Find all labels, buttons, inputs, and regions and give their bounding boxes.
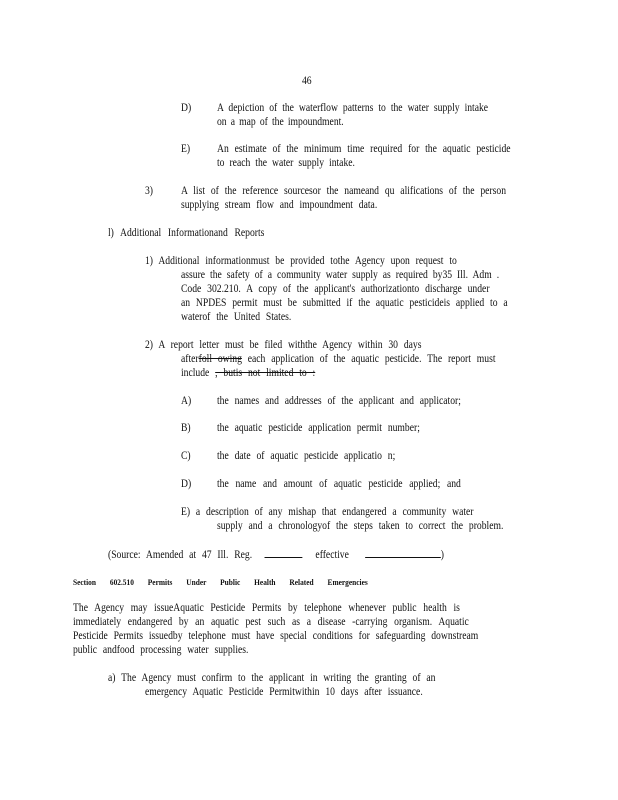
para-line-3: Pesticide Permits issuedby telephone must have special conditions for safeguarding downstream: [73, 630, 479, 642]
sub-a-label: A): [181, 395, 192, 407]
item-3-line-1: A list of the reference sourcesor the nameand qu alifications of the person: [181, 185, 507, 197]
pa-line-2: emergency Aquatic Pesticide Permitwithin 10 days after issuance.: [145, 686, 423, 698]
l1-line-1: 1) Additional informationmust be provided tothe Agency upon request to: [145, 255, 457, 267]
item-e-line-1: An estimate of the minimum time required for the aquatic pesticide: [217, 143, 511, 155]
sub-b-label: B): [181, 422, 191, 434]
source-note: [108, 546, 444, 562]
source-amended: (Source: Amended at 47 Ill. Reg.: [108, 549, 253, 561]
item-3-line-2: supplying stream flow and impoundment data.: [181, 199, 378, 211]
l2-line-2: [181, 352, 495, 366]
l1-line-2: assure the safety of a community water supply as required by35 Ill. Adm .: [181, 269, 500, 281]
l2-line-3: [181, 366, 315, 380]
source-reg-blank: [265, 546, 303, 558]
item-d-line-1: A depiction of the waterflow patterns to the water supply intake: [217, 102, 489, 114]
source-close: ): [440, 549, 444, 561]
l1-line-5: waterof the United States.: [181, 311, 292, 323]
para-line-2: immediately endangered by an aquatic pest such as a disease -carrying organism. Aquatic: [73, 616, 469, 628]
source-date-blank: [365, 546, 441, 558]
sub-e-line-1: E) a description of any mishap that endangered a community water: [181, 506, 474, 518]
l2-after: after: [181, 353, 199, 365]
item-d-label: D): [181, 102, 192, 114]
sub-e-line-2: supply and a chronologyof the steps taken to correct the problem.: [217, 520, 504, 532]
l1-line-3: Code 302.210. A copy of the applicant's authorizationto discharge under: [181, 283, 490, 295]
sub-d-label: D): [181, 478, 192, 490]
l2-struck-following: foll owing: [198, 353, 242, 365]
item-e-line-2: to reach the water supply intake.: [217, 157, 355, 169]
item-d-line-2: on a map of the impoundment.: [217, 116, 344, 128]
l2-line-1: 2) A report letter must be filed withthe Agency within 30 days: [145, 339, 422, 351]
l2-struck-clause: , butis not limited to :: [215, 367, 316, 379]
section-heading: Section 602.510 Permits Under Public Health Related Emergencies: [73, 577, 368, 587]
item-3-label: 3): [145, 185, 154, 197]
item-e-label: E): [181, 143, 191, 155]
l1-line-4: an NPDES permit must be submitted if the aquatic pesticideis applied to a: [181, 297, 508, 309]
l2-line-2-rest: each application of the aquatic pesticide. The report must: [241, 353, 496, 365]
sub-b-text: the aquatic pesticide application permit number;: [217, 422, 420, 434]
sub-a-text: the names and addresses of the applicant and applicator;: [217, 395, 461, 407]
sub-c-label: C): [181, 450, 191, 462]
sub-c-text: the date of aquatic pesticide applicatio n;: [217, 450, 396, 462]
page-number: 46: [302, 75, 312, 87]
sub-d-text: the name and amount of aquatic pesticide applied; and: [217, 478, 461, 490]
para-line-4: public andfood processing water supplies.: [73, 644, 249, 656]
source-effective: effective: [315, 549, 349, 561]
subsection-l-heading: l) Additional Informationand Reports: [108, 227, 265, 239]
pa-line-1: a) The Agency must confirm to the applicant in writing the granting of an: [108, 672, 436, 684]
para-line-1: The Agency may issueAquatic Pesticide Permits by telephone whenever public health is: [73, 602, 460, 614]
l2-include: include: [181, 367, 210, 379]
